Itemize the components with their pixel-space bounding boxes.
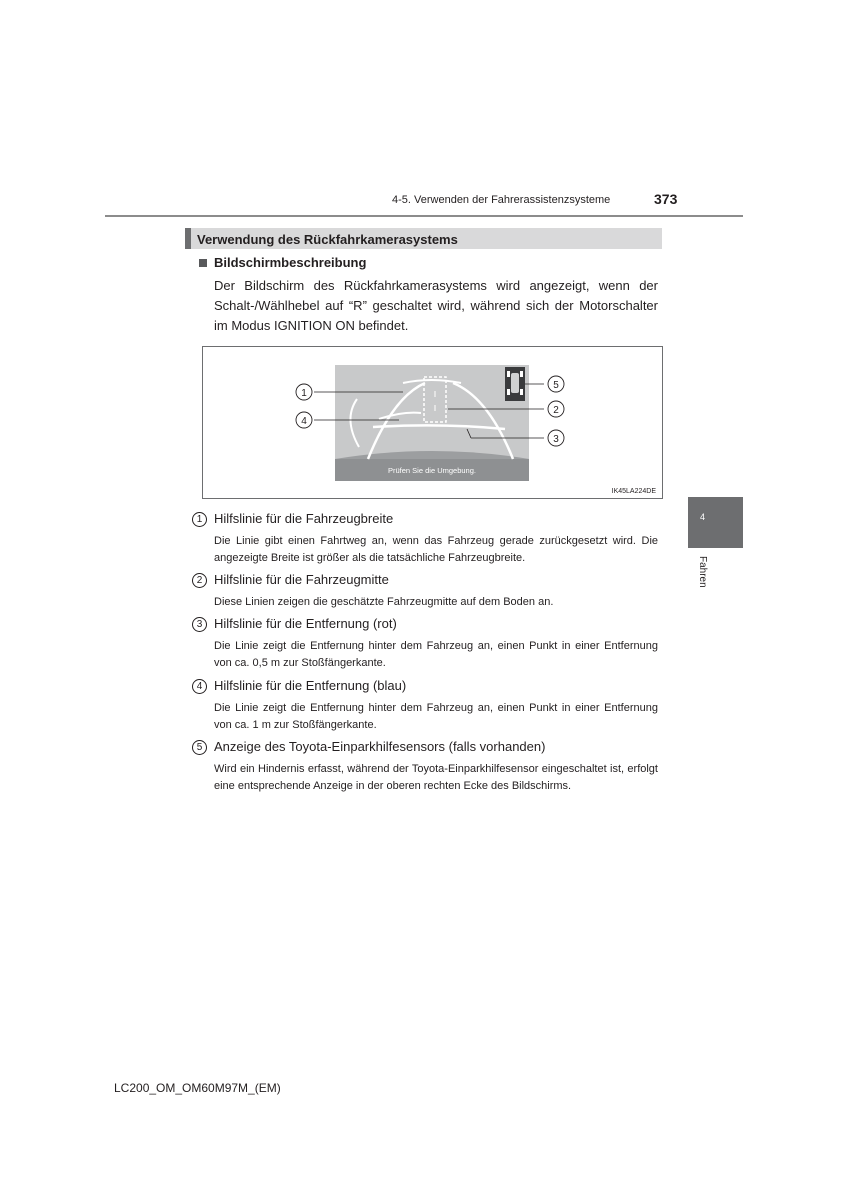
document-code: LC200_OM_OM60M97M_(EM)	[114, 1081, 281, 1095]
callout-label-2: 2	[553, 405, 559, 416]
item-number: 4	[192, 679, 207, 694]
item-number: 5	[192, 740, 207, 755]
figure-code: IK45LA224DE	[611, 488, 656, 495]
item-description: Die Linie zeigt die Entfernung hinter dem Fahrzeug an, einen Punkt in einer Entfernung von ca. 1 m zur Stoßfängerkante.	[214, 702, 658, 731]
item-title: Hilfslinie für die Entfernung (rot)	[214, 616, 397, 631]
camera-screen-illustration	[203, 347, 662, 498]
item-number: 2	[192, 573, 207, 588]
header-divider	[105, 215, 743, 217]
item-title: Hilfslinie für die Fahrzeugmitte	[214, 572, 389, 587]
item-description: Die Linie zeigt die Entfernung hinter dem Fahrzeug an, einen Punkt in einer Entfernung von ca. 0,5 m zur Stoßfängerkante.	[214, 640, 658, 669]
section-title-bar	[185, 228, 662, 249]
intro-paragraph: Der Bildschirm des Rückfahrkamerasystems wird angezeigt, wenn der Schalt-/Wählhebel auf “R” geschaltet wird, während sich der Motorschalter im Modus IGNITION ON befindet.	[214, 278, 658, 333]
callout-4	[296, 412, 312, 428]
item-number: 3	[192, 617, 207, 632]
callout-label-4: 4	[301, 416, 307, 427]
item-title: Anzeige des Toyota-Einparkhilfesensors (falls vorhanden)	[214, 739, 546, 754]
subheading: Bildschirmbeschreibung	[214, 255, 367, 270]
page-number: 373	[654, 191, 678, 207]
callout-label-3: 3	[553, 434, 559, 445]
chapter-tab-label: Fahren	[697, 556, 708, 588]
callout-label-5: 5	[553, 380, 559, 391]
chapter-header: 4-5. Verwenden der Fahrerassistenzsysteme	[392, 194, 611, 206]
square-bullet-icon	[199, 259, 207, 267]
item-description: Wird ein Hindernis erfasst, während der Toyota-Einparkhilfesensor eingeschaltet ist, erfolgt eine entsprechende Anzeige in der oberen rechten Ecke des Bildschirms.	[214, 763, 658, 792]
item-title: Hilfslinie für die Fahrzeugbreite	[214, 511, 394, 526]
chapter-tab-number: 4	[700, 512, 706, 522]
callout-label-1: 1	[301, 388, 307, 399]
item-number: 1	[192, 512, 207, 527]
callout-5	[548, 376, 564, 392]
callout-3	[548, 430, 564, 446]
item-description: Die Linie gibt einen Fahrtweg an, wenn das Fahrzeug gerade zurückgesetzt wird. Die angezeigte Breite ist größer als die tatsächliche Fahrzeugbreite.	[214, 535, 658, 564]
section-bar-accent	[185, 228, 191, 249]
item-description: Diese Linien zeigen die geschätzte Fahrzeugmitte auf dem Boden an.	[214, 596, 554, 608]
camera-screen-figure	[202, 346, 663, 499]
chapter-tab	[688, 497, 743, 548]
item-title: Hilfslinie für die Entfernung (blau)	[214, 678, 407, 693]
callout-1	[296, 384, 312, 400]
section-title: Verwendung des Rückfahrkamerasystems	[197, 232, 458, 247]
screen-message: Prüfen Sie die Umgebung.	[388, 466, 476, 475]
callout-2	[548, 401, 564, 417]
